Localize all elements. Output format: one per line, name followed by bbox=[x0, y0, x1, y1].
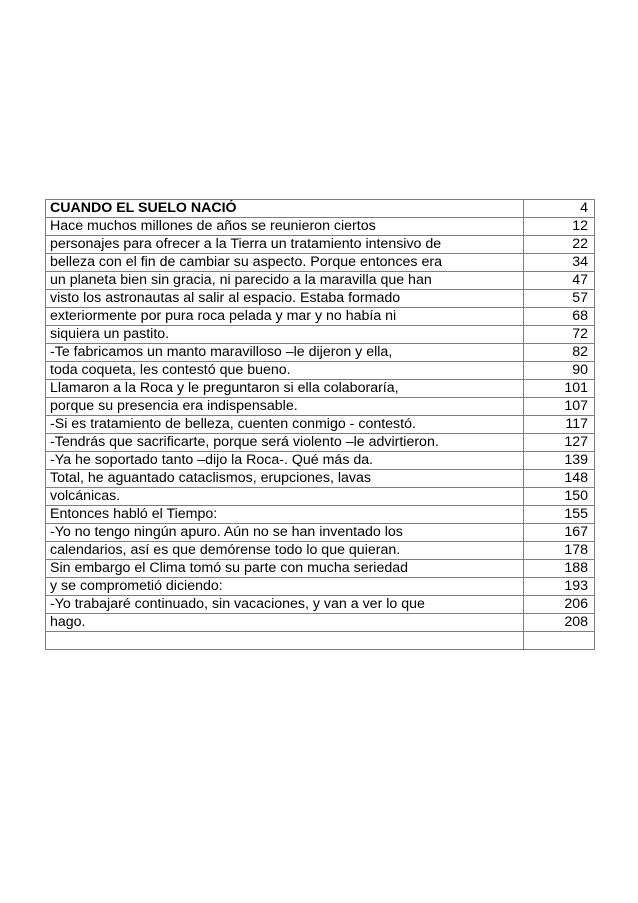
row-word-count: 12 bbox=[524, 218, 595, 236]
row-word-count: 72 bbox=[524, 326, 595, 344]
row-text: -Yo no tengo ningún apuro. Aún no se han inventado los bbox=[46, 524, 524, 542]
row-word-count: 117 bbox=[524, 416, 595, 434]
table-row bbox=[46, 524, 595, 542]
table-row bbox=[46, 596, 595, 614]
table-row bbox=[46, 506, 595, 524]
row-text: personajes para ofrecer a la Tierra un tratamiento intensivo de bbox=[46, 236, 524, 254]
row-text: Sin embargo el Clima tomó su parte con mucha seriedad bbox=[46, 560, 524, 578]
table-row bbox=[46, 470, 595, 488]
row-text: -Ya he soportado tanto –dijo la Roca-. Qué más da. bbox=[46, 452, 524, 470]
row-text: y se comprometió diciendo: bbox=[46, 578, 524, 596]
row-text: siquiera un pastito. bbox=[46, 326, 524, 344]
row-word-count: 22 bbox=[524, 236, 595, 254]
row-text: exteriormente por pura roca pelada y mar y no había ni bbox=[46, 308, 524, 326]
row-text bbox=[46, 632, 524, 650]
table-row bbox=[46, 218, 595, 236]
table-row bbox=[46, 416, 595, 434]
table-body bbox=[46, 200, 595, 650]
row-text: belleza con el fin de cambiar su aspecto. Porque entonces era bbox=[46, 254, 524, 272]
table-row bbox=[46, 254, 595, 272]
row-word-count: 139 bbox=[524, 452, 595, 470]
row-word-count: 107 bbox=[524, 398, 595, 416]
row-word-count: 150 bbox=[524, 488, 595, 506]
row-word-count: 68 bbox=[524, 308, 595, 326]
table-row bbox=[46, 632, 595, 650]
row-word-count: 47 bbox=[524, 272, 595, 290]
row-text: porque su presencia era indispensable. bbox=[46, 398, 524, 416]
table-row bbox=[46, 290, 595, 308]
row-word-count: 188 bbox=[524, 560, 595, 578]
reading-table bbox=[45, 199, 595, 650]
row-text: -Te fabricamos un manto maravilloso –le dijeron y ella, bbox=[46, 344, 524, 362]
title-word-count: 4 bbox=[524, 200, 595, 218]
row-text: un planeta bien sin gracia, ni parecido a la maravilla que han bbox=[46, 272, 524, 290]
row-text: Hace muchos millones de años se reunieron ciertos bbox=[46, 218, 524, 236]
row-text: visto los astronautas al salir al espacio. Estaba formado bbox=[46, 290, 524, 308]
table-row bbox=[46, 560, 595, 578]
row-text: Entonces habló el Tiempo: bbox=[46, 506, 524, 524]
row-word-count: 167 bbox=[524, 524, 595, 542]
table-row bbox=[46, 452, 595, 470]
row-word-count: 101 bbox=[524, 380, 595, 398]
row-word-count: 34 bbox=[524, 254, 595, 272]
table-row bbox=[46, 308, 595, 326]
table-row bbox=[46, 578, 595, 596]
row-text: -Yo trabajaré continuado, sin vacaciones, y van a ver lo que bbox=[46, 596, 524, 614]
row-word-count: 155 bbox=[524, 506, 595, 524]
row-word-count: 178 bbox=[524, 542, 595, 560]
row-word-count: 208 bbox=[524, 614, 595, 632]
row-word-count: 193 bbox=[524, 578, 595, 596]
table-title: CUANDO EL SUELO NACIÓ bbox=[46, 200, 524, 218]
table-row bbox=[46, 236, 595, 254]
table-row bbox=[46, 488, 595, 506]
row-text: -Si es tratamiento de belleza, cuenten conmigo - contestó. bbox=[46, 416, 524, 434]
table-row bbox=[46, 614, 595, 632]
row-word-count: 90 bbox=[524, 362, 595, 380]
table-row bbox=[46, 272, 595, 290]
row-text: calendarios, así es que demórense todo lo que quieran. bbox=[46, 542, 524, 560]
row-word-count: 57 bbox=[524, 290, 595, 308]
row-word-count: 148 bbox=[524, 470, 595, 488]
row-text: hago. bbox=[46, 614, 524, 632]
table-row bbox=[46, 326, 595, 344]
table-row bbox=[46, 398, 595, 416]
table-row bbox=[46, 344, 595, 362]
row-word-count bbox=[524, 632, 595, 650]
row-word-count: 127 bbox=[524, 434, 595, 452]
title-row bbox=[46, 200, 595, 218]
table-row bbox=[46, 362, 595, 380]
row-text: Llamaron a la Roca y le preguntaron si ella colaboraría, bbox=[46, 380, 524, 398]
table-row bbox=[46, 542, 595, 560]
table-row bbox=[46, 380, 595, 398]
row-text: volcánicas. bbox=[46, 488, 524, 506]
row-word-count: 82 bbox=[524, 344, 595, 362]
row-text: Total, he aguantado cataclismos, erupciones, lavas bbox=[46, 470, 524, 488]
row-text: -Tendrás que sacrificarte, porque será violento –le advirtieron. bbox=[46, 434, 524, 452]
row-word-count: 206 bbox=[524, 596, 595, 614]
row-text: toda coqueta, les contestó que bueno. bbox=[46, 362, 524, 380]
table-row bbox=[46, 434, 595, 452]
